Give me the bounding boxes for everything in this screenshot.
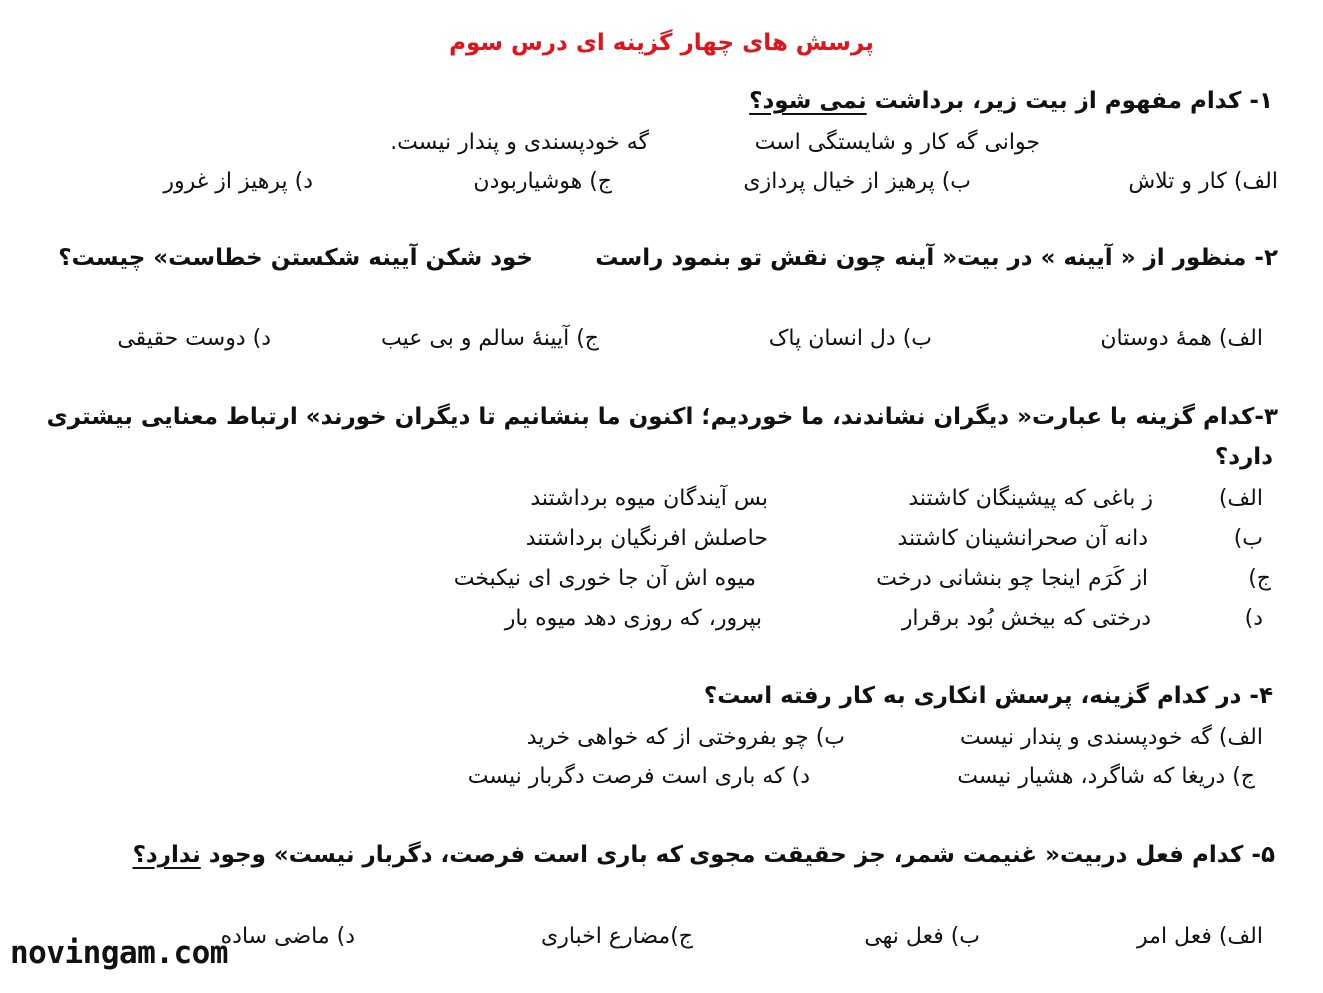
question-1-option-b: ب) پرهیز از خیال پردازی	[743, 169, 971, 194]
question-3-option-a-verse-1: ز باغی که پیشینگان کاشتند	[908, 486, 1153, 511]
question-5-stem-underlined: ندارد؟	[132, 842, 201, 868]
question-4-option-d: د) که باری است فرصت دگربار نیست	[467, 764, 810, 789]
question-3-option-b-verse-2: حاصلش افرنگیان برداشتند	[525, 526, 768, 551]
question-1-verse-1: جوانی گه کار و شایستگی است	[754, 130, 1040, 155]
question-3-option-a-label: الف)	[1218, 486, 1263, 511]
question-4-option-c: ج) دریغا که شاگرد، هشیار نیست	[957, 764, 1255, 789]
question-3-option-c-verse-2: میوه اش آن جا خوری ای نیکبخت	[453, 566, 756, 591]
question-3-option-d-verse-2: بپرور، که روزی دهد میوه بار	[504, 606, 762, 631]
question-3-option-b-verse-1: دانه آن صحرانشینان کاشتند	[897, 526, 1148, 551]
question-5-option-a: الف) فعل امر	[1137, 924, 1263, 949]
question-4-option-a: الف) گه خودپسندی و پندار نیست	[960, 725, 1263, 750]
question-5-stem-end	[133, 842, 683, 868]
question-5-stem-middle: که باری است فرصت، دگربار نیست» وجود	[200, 842, 683, 868]
question-3-option-b-label: ب)	[1233, 526, 1263, 551]
question-5-option-d: د) ماضی ساده	[220, 924, 355, 949]
question-1-option-d: د) پرهیز از غرور	[163, 169, 313, 194]
question-3-option-d-verse-1: درختی که بیخش بُود برقرار	[901, 606, 1151, 631]
question-2-option-a: الف) همۀ دوستان	[1100, 326, 1263, 351]
question-3-option-c-label: ج)	[1248, 566, 1271, 591]
question-2-stem: ۲- منظور از « آیینه » در بیت« آینه چون نقش تو بنمود راست	[595, 245, 1278, 271]
question-1-option-a: الف) کار و تلاش	[1128, 169, 1278, 194]
question-5-option-b: ب) فعل نهی	[864, 924, 980, 949]
question-1	[749, 88, 1273, 114]
watermark: novingam.com	[10, 935, 228, 971]
question-1-verse-2: گه خودپسندی و پندار نیست.	[390, 130, 649, 155]
question-3-option-d-label: د)	[1244, 606, 1263, 631]
question-3-stem-cont: دارد؟	[1214, 444, 1273, 470]
question-4-stem: ۴- در کدام گزینه، پرسش انکاری به کار رفته است؟	[703, 683, 1273, 709]
question-3-option-a-verse-2: بس آیندگان میوه برداشتند	[530, 486, 768, 511]
question-2-option-c: ج) آیینۀ سالم و بی عیب	[381, 326, 599, 351]
question-1-stem: ۱- کدام مفهوم از بیت زیر، برداشت	[866, 88, 1273, 114]
question-4-option-b: ب) چو بفروختی از که خواهی خرید	[526, 725, 845, 750]
question-1-option-c: ج) هوشیاربودن	[473, 169, 612, 194]
question-5-option-c: ج)مضارع اخباری	[541, 924, 693, 949]
question-2-stem-end: خود شکن آیینه شکستن خطاست» چیست؟	[58, 245, 533, 271]
question-1-stem-underlined: نمی شود؟	[749, 88, 867, 114]
question-5-stem: ۵- کدام فعل دربیت« غنیمت شمر، جز حقیقت مجوی	[689, 842, 1275, 868]
question-2-option-d: د) دوست حقیقی	[117, 326, 271, 351]
question-2-option-b: ب) دل انسان پاک	[768, 326, 932, 351]
question-3-stem: ۳-کدام گزینه با عبارت« دیگران نشاندند، ما خوردیم؛ اکنون ما بنشانیم تا دیگران خورند» ارتباط معنایی بیشتری	[46, 404, 1278, 430]
question-3-option-c-verse-1: از کَرَم اینجا چو بنشانی درخت	[876, 566, 1148, 591]
page-title: پرسش های چهار گزینه ای درس سوم	[449, 30, 874, 56]
